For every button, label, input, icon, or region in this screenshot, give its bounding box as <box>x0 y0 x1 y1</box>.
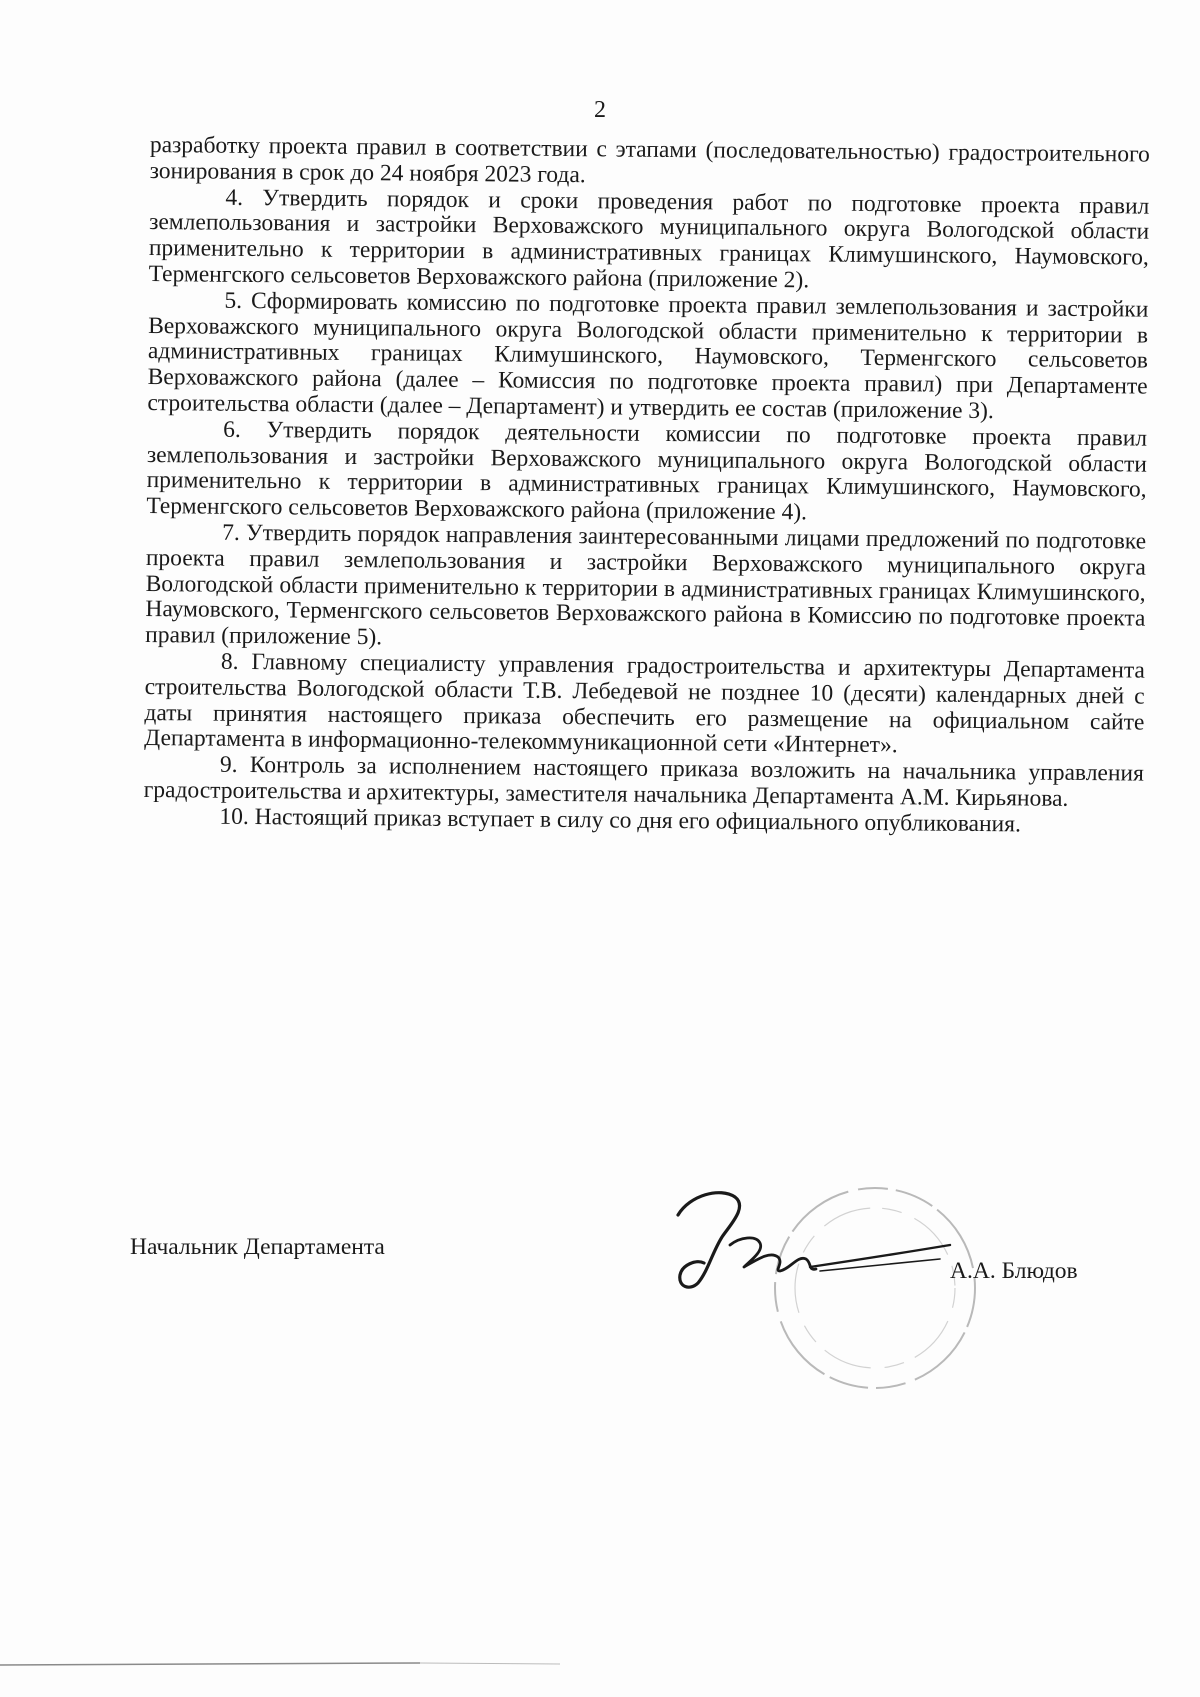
paragraph-6: 6. Утвердить порядок деятельности комиссии по подготовке проекта правил землепользования и застройки Верховажского муниципального округа Вологодской области применительно к территории в административных границах Климушинского, Наумовского, Терменгского сельсоветов Верховажского района (приложение 4). <box>146 416 1148 526</box>
paragraph-10: 10. Настоящий приказ вступает в силу со дня его официального опубликования. <box>219 803 1022 838</box>
signer-title: Начальник Департамента <box>130 1234 385 1260</box>
paragraph-4: 4. Утвердить порядок и сроки проведения работ по подготовке проекта правил землепользования и застройки Верховажского муниципального округа Вологодской области применительно к территории в административных границах Климушинского, Наумовского, Терменгского сельсоветов Верховажского района (приложение 2). <box>148 184 1150 294</box>
paragraph-continuation: разработку проекта правил в соответствии с этапами (последовательностью) градостроительного зонирования в срок до 24 ноября 2023 года. <box>149 132 1150 188</box>
paragraph-7: 7. Утвердить порядок направления заинтересованными лицами предложений по подготовке проекта правил землепользования и застройки Верховажского муниципального округа Вологодской области применительно к территории в административных границах Климушинского, Наумовского, Терменгского сельсоветов Верховажского района в Комиссию по подготовке проекта правил (приложение 5). <box>145 519 1147 651</box>
paragraph-9: 9. Контроль за исполнением настоящего приказа возложить на начальника управления градостроительства и архитектуры, заместителя начальника Департамента А.М. Кирьянова. <box>143 751 1145 812</box>
page-number: 2 <box>594 97 606 123</box>
signer-name: А.А. Блюдов <box>950 1258 1078 1284</box>
paragraph-5: 5. Сформировать комиссию по подготовке проекта правил землепользования и застройки Верховажского муниципального округа Вологодской области применительно к территории в административных границах Климушинского, Наумовского, Терменгского сельсоветов Верховажского района (далее – Комиссия по подготовке проекта правил) при Департаменте строительства области (далее – Департамент) и утвердить ее состав (приложение 3). <box>147 287 1149 425</box>
scan-edge-line <box>0 1655 1200 1675</box>
paragraph-8: 8. Главному специалисту управления градостроительства и архитектуры Департамента строительства Вологодской области Т.В. Лебедевой не позднее 10 (десяти) календарных дней с даты принятия настоящего приказа обеспечить его размещение на официальном сайте Департамента в информационно-телекоммуникационной сети «Интернет». <box>144 648 1146 759</box>
handwritten-signature <box>660 1175 960 1305</box>
